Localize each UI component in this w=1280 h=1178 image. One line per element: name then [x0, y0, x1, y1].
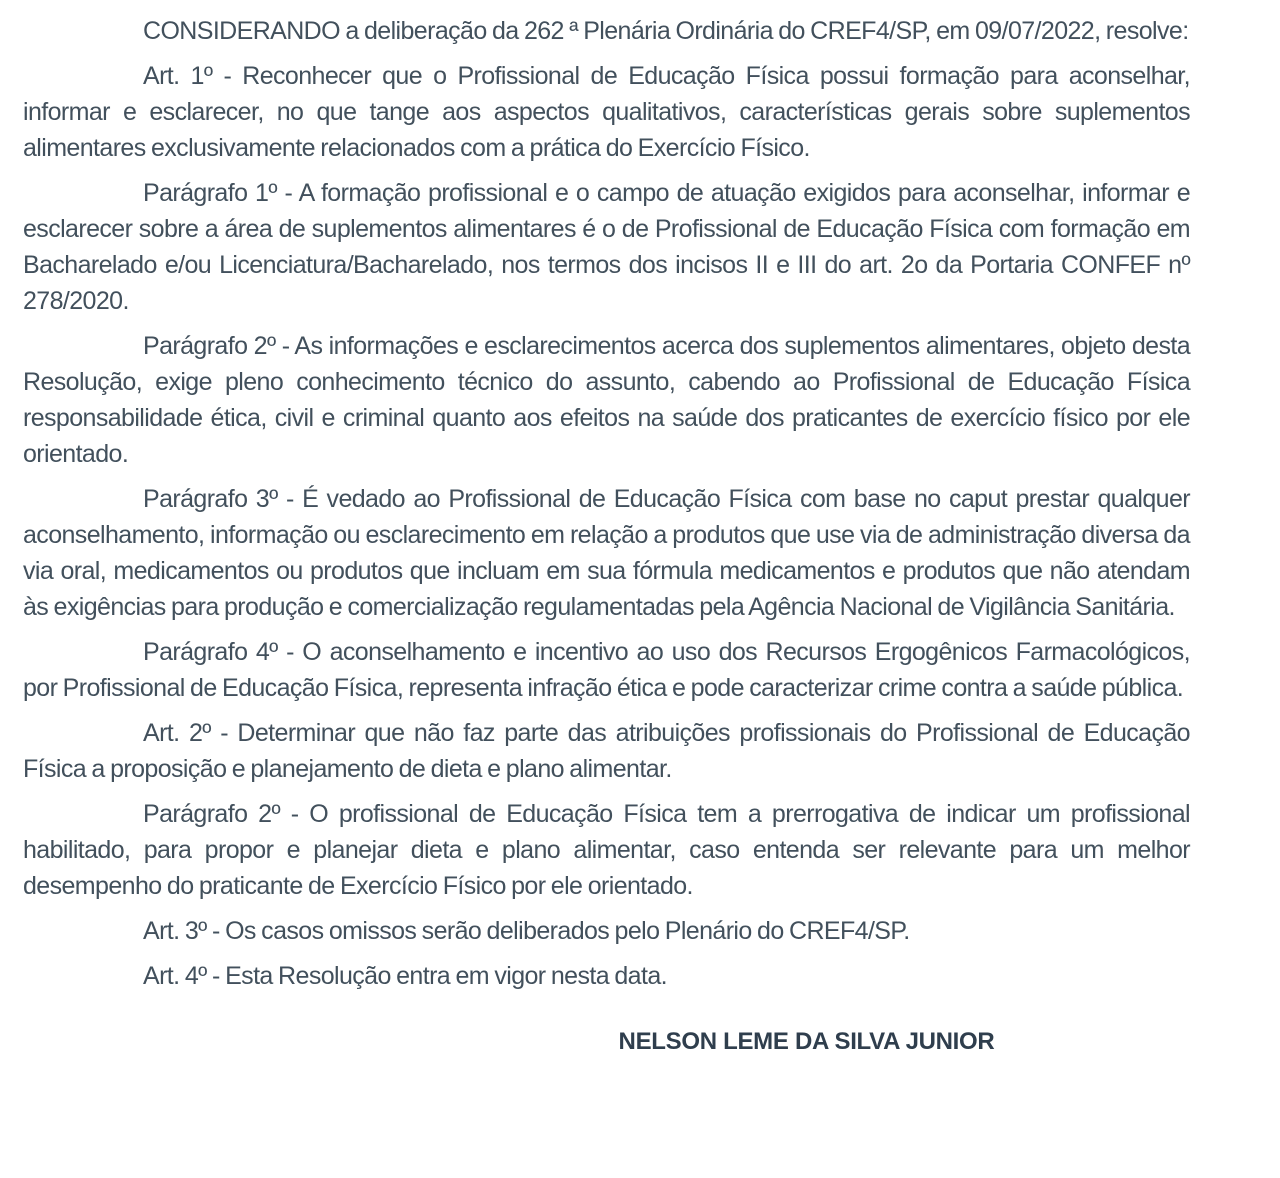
paragraph-art-3: Art. 3º - Os casos omissos serão deliberados pelo Plenário do CREF4/SP. [143, 917, 910, 945]
paragraph-paragrafo-1: Parágrafo 1º - A formação profissional e o campo de atuação exigidos para aconselhar, informar e esclarecer sobre a área de suplementos alimentares é o de Profissional de Educação Física com formação em Bacharelado e/ou Licenciatura/Bacharelado, nos termos dos incisos II e III do art. 2o da Portaria CONFEF nº 278/2020. [23, 179, 1190, 315]
paragraph-art-4: Art. 4º - Esta Resolução entra em vigor nesta data. [143, 962, 667, 990]
paragraph-art-2: Art. 2º - Determinar que não faz parte das atribuições profissionais do Profissional de Educação Física a proposição e planejamento de dieta e plano alimentar. [23, 719, 1190, 783]
paragraph-considerando: CONSIDERANDO a deliberação da 262 ª Plenária Ordinária do CREF4/SP, em 09/07/2022, resolve: [143, 17, 1189, 45]
paragraph-paragrafo-3: Parágrafo 3º - É vedado ao Profissional de Educação Física com base no caput prestar qualquer aconselhamento, informação ou esclarecimento em relação a produtos que use via de administração diversa da via oral, medicamentos ou produtos que incluam em sua fórmula medicamentos e produtos que não atendam às exigências para produção e comercialização regulamentadas pela Agência Nacional de Vigilância Sanitária. [23, 485, 1190, 621]
paragraph-paragrafo-2-art-2: Parágrafo 2º - O profissional de Educação Física tem a prerrogativa de indicar um profissional habilitado, para propor e planejar dieta e plano alimentar, caso entenda ser relevante para um melhor desempenho do praticante de Exercício Físico por ele orientado. [23, 800, 1190, 900]
paragraph-paragrafo-2: Parágrafo 2º - As informações e esclarecimentos acerca dos suplementos alimentares, objeto desta Resolução, exige pleno conhecimento técnico do assunto, cabendo ao Profissional de Educação Física responsabilidade ética, civil e criminal quanto aos efeitos na saúde dos praticantes de exercício físico por ele orientado. [23, 332, 1190, 468]
paragraph-art-1: Art. 1º - Reconhecer que o Profissional de Educação Física possui formação para aconselhar, informar e esclarecer, no que tange aos aspectos qualitativos, características gerais sobre suplementos alimentares exclusivamente relacionados com a prática do Exercício Físico. [23, 62, 1190, 162]
paragraph-paragrafo-4: Parágrafo 4º - O aconselhamento e incentivo ao uso dos Recursos Ergogênicos Farmacológicos, por Profissional de Educação Física, representa infração ética e pode caracterizar crime contra a saúde pública. [23, 638, 1190, 702]
signature-name: NELSON LEME DA SILVA JUNIOR [618, 1028, 995, 1055]
